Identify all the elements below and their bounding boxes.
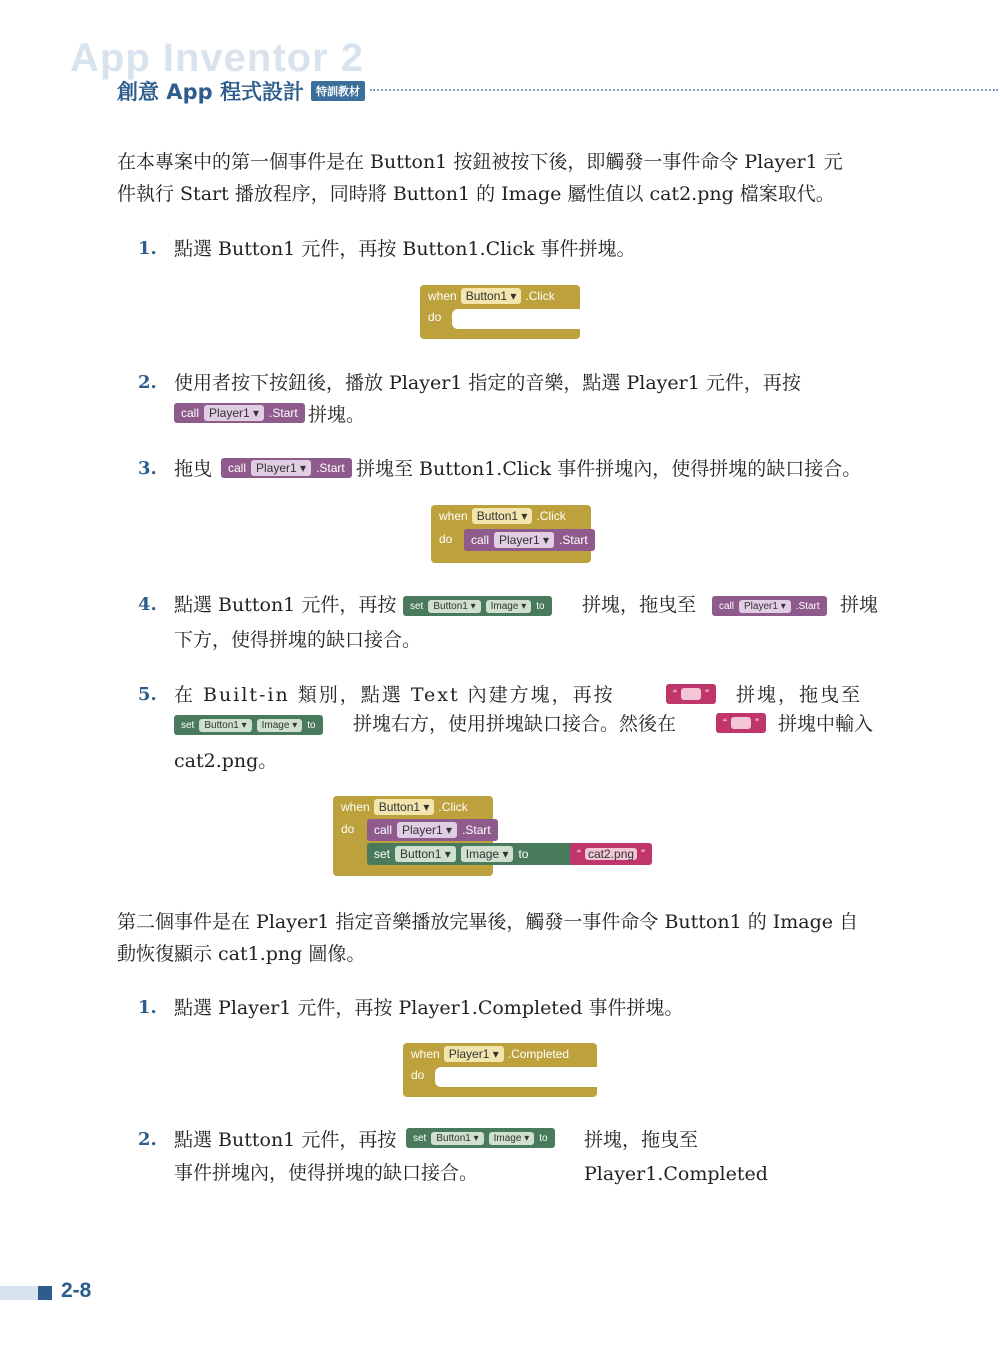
header-subtitle: 創意 App 程式設計 bbox=[117, 80, 304, 104]
component-dropdown: Button1 ▾ bbox=[461, 288, 522, 304]
footer-bar bbox=[0, 1286, 40, 1300]
step-a5-text-c: 拼塊右方，使用拼塊缺口接合。然後在 bbox=[353, 713, 677, 735]
step-b1-text: 點選 Player1 元件，再按 Player1.Completed 事件拼塊。 bbox=[174, 997, 684, 1019]
call-player1-start-block: call Player1 ▾ .Start bbox=[367, 819, 498, 841]
inline-call-player1-start-block: call Player1 ▾ .Start bbox=[174, 403, 305, 423]
step-a4-text-b: 拼塊，拖曳至 bbox=[582, 594, 697, 616]
do-slot bbox=[452, 309, 580, 329]
step-a4-text-d: 下方，使得拼塊的缺口接合。 bbox=[174, 629, 422, 651]
step-a4-text-c: 拼塊 bbox=[840, 594, 879, 616]
step-a4-number: 4. bbox=[138, 594, 157, 615]
event-block: when Button1 ▾ .Click do bbox=[333, 796, 493, 876]
step-a1-number: 1. bbox=[138, 238, 157, 259]
step-a2-number: 2. bbox=[138, 372, 157, 393]
intro-paragraph-1 bbox=[117, 146, 882, 210]
header-watermark-title: App Inventor 2 bbox=[70, 36, 365, 80]
step-a3-text-a: 拖曳 bbox=[174, 458, 213, 480]
footer-square-icon bbox=[38, 1286, 52, 1300]
set-button1-image-block: set Button1 ▾ Image ▾ to bbox=[367, 843, 578, 865]
inline-text-string-block: “ ” bbox=[666, 684, 716, 704]
step-a5-text-d: 拼塊中輸入 bbox=[778, 713, 874, 735]
step-a5-text-e: cat2.png。 bbox=[174, 750, 278, 772]
intro-2-line-2: 動恢復顯示 cat1.png 圖像。 bbox=[117, 943, 366, 965]
event-block: when Player1 ▾ .Completed do bbox=[403, 1043, 597, 1097]
step-b2-text-b: 拼塊，拖曳至 Player1.Completed bbox=[584, 1129, 768, 1185]
page-number: 2-8 bbox=[61, 1279, 92, 1302]
intro-1-line-1: 在本專案中的第一個事件是在 Button1 按鈕被按下後，即觸發一事件命令 Player1 元 bbox=[117, 151, 843, 173]
step-a4-text-a: 點選 Button1 元件，再按 bbox=[174, 594, 397, 616]
inline-set-button1-image-block: set Button1 ▾ Image ▾ to bbox=[403, 596, 552, 616]
step-b1-number: 1. bbox=[138, 997, 157, 1018]
inline-text-string-block: “ ” bbox=[716, 713, 766, 733]
event-block: when Button1 ▾ .Click do bbox=[431, 505, 591, 563]
when-label: when bbox=[428, 289, 457, 303]
step-a2-text-b: 拼塊。 bbox=[308, 404, 366, 426]
event-block bbox=[420, 285, 580, 339]
step-a5-text-b: 拼塊，拖曳至 bbox=[736, 684, 863, 706]
inline-call-player1-start-block: call Player1 ▾ .Start bbox=[712, 596, 827, 616]
intro-paragraph-2 bbox=[117, 906, 882, 970]
call-player1-start-block: call Player1 ▾ .Start bbox=[464, 529, 595, 551]
text-string-block: “ cat2.png ” bbox=[570, 843, 652, 865]
do-label: do bbox=[428, 310, 442, 324]
header-badge: 特訓教材 bbox=[311, 81, 365, 101]
header-divider bbox=[370, 89, 998, 91]
intro-2-line-1: 第二個事件是在 Player1 指定音樂播放完畢後，觸發一事件命令 Button1 的 Image 自 bbox=[117, 911, 859, 933]
inline-call-player1-start-block: call Player1 ▾ .Start bbox=[221, 458, 352, 478]
step-a3-number: 3. bbox=[138, 458, 157, 479]
step-b2-number: 2. bbox=[138, 1129, 157, 1150]
step-a5-text-a: 在 Built-in 類別，點選 Text 內建方塊，再按 bbox=[174, 684, 615, 706]
step-b2-text-a: 點選 Button1 元件，再按 bbox=[174, 1129, 397, 1151]
inline-set-button1-image-block: set Button1 ▾ Image ▾ to bbox=[406, 1128, 555, 1148]
event-name: .Click bbox=[525, 289, 555, 303]
step-b2-text-c: 事件拼塊內，使得拼塊的缺口接合。 bbox=[174, 1162, 479, 1184]
step-a2-text: 使用者按下按鈕後，播放 Player1 指定的音樂，點選 Player1 元件，再按 bbox=[174, 372, 801, 394]
inline-set-button1-image-block: set Button1 ▾ Image ▾ to bbox=[174, 715, 323, 735]
step-a3-text-b: 拼塊至 Button1.Click 事件拼塊內，使得拼塊的缺口接合。 bbox=[356, 458, 862, 480]
step-a1-text: 點選 Button1 元件，再按 Button1.Click 事件拼塊。 bbox=[174, 238, 636, 260]
intro-1-line-2: 件執行 Start 播放程序，同時將 Button1 的 Image 屬性值以 cat2.png 檔案取代。 bbox=[117, 183, 835, 205]
do-slot bbox=[435, 1067, 597, 1087]
step-a5-number: 5. bbox=[138, 684, 157, 705]
